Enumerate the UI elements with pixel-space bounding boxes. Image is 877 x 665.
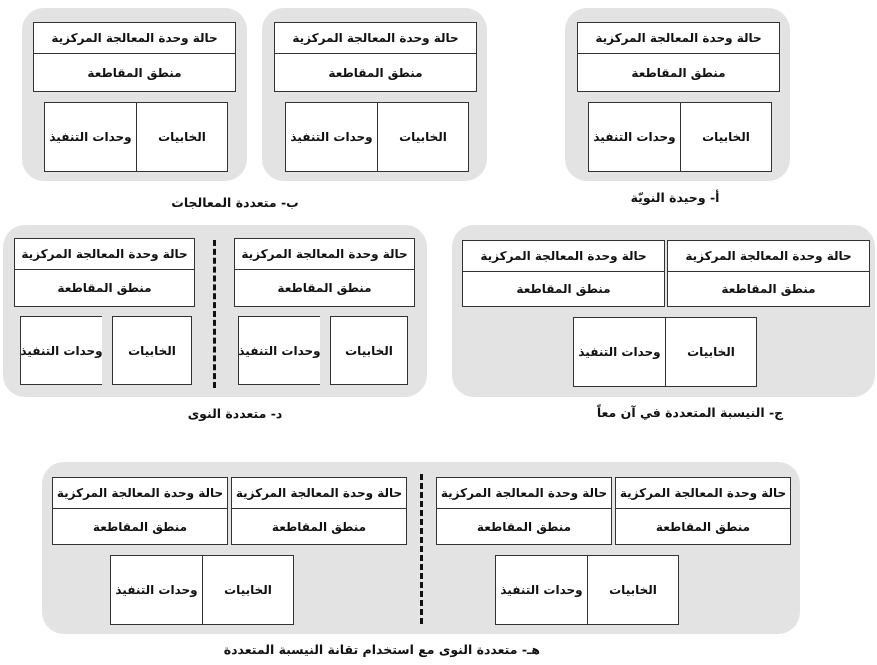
cpu-state-box: حالة وحدة المعالجة المركزية: [231, 477, 407, 508]
caches-box: الخابيات: [202, 555, 294, 625]
cpu-state-box: حالة وحدة المعالجة المركزية: [234, 238, 415, 269]
interrupt-logic-box: منطق المقاطعة: [615, 508, 791, 545]
cpu-state-box: حالة وحدة المعالجة المركزية: [462, 240, 665, 271]
caption-multiprocessor: ب- متعددة المعالجات: [171, 195, 299, 210]
caches-box: الخابيات: [112, 316, 192, 385]
cpu-state-box: حالة وحدة المعالجة المركزية: [14, 238, 195, 269]
caches-box: الخابيات: [377, 102, 469, 172]
interrupt-logic-box: منطق المقاطعة: [667, 271, 870, 307]
interrupt-logic-box: منطق المقاطعة: [234, 269, 415, 307]
caches-box: الخابيات: [330, 316, 408, 385]
interrupt-logic-box: منطق المقاطعة: [274, 53, 477, 92]
core-divider-line: [213, 240, 216, 388]
interrupt-logic-box: منطق المقاطعة: [33, 53, 236, 92]
cpu-state-box: حالة وحدة المعالجة المركزية: [52, 477, 228, 508]
caption-multicore-hyperthreading: هـ- متعددة النوى مع استخدام تقانة النيسبة المتعددة: [223, 642, 540, 657]
caption-multicore: د- متعددة النوى: [187, 406, 283, 421]
execution-units-box: وحدات التنفيذ: [44, 102, 136, 172]
cpu-state-box: حالة وحدة المعالجة المركزية: [436, 477, 612, 508]
interrupt-logic-box: منطق المقاطعة: [231, 508, 407, 545]
execution-units-box: وحدات التنفيذ: [285, 102, 377, 172]
execution-units-box: وحدات التنفيذ: [495, 555, 587, 625]
cpu-state-box: حالة وحدة المعالجة المركزية: [274, 22, 477, 53]
cpu-state-box: حالة وحدة المعالجة المركزية: [667, 240, 870, 271]
interrupt-logic-box: منطق المقاطعة: [462, 271, 665, 307]
caption-hyperthreading: ج- النيسبة المتعددة في آن معاً: [596, 405, 784, 420]
caches-box: الخابيات: [680, 102, 772, 172]
execution-units-box: وحدات التنفيذ: [238, 316, 320, 385]
execution-units-box: وحدات التنفيذ: [110, 555, 202, 625]
cpu-state-box: حالة وحدة المعالجة المركزية: [33, 22, 236, 53]
caches-box: الخابيات: [587, 555, 679, 625]
interrupt-logic-box: منطق المقاطعة: [14, 269, 195, 307]
cpu-state-box: حالة وحدة المعالجة المركزية: [615, 477, 791, 508]
core-divider-line: [420, 474, 423, 624]
interrupt-logic-box: منطق المقاطعة: [52, 508, 228, 545]
caption-single-core: أ- وحيدة النويّة: [630, 190, 720, 205]
interrupt-logic-box: منطق المقاطعة: [577, 53, 780, 92]
caches-box: الخابيات: [136, 102, 228, 172]
execution-units-box: وحدات التنفيذ: [573, 317, 665, 387]
execution-units-box: وحدات التنفيذ: [588, 102, 680, 172]
interrupt-logic-box: منطق المقاطعة: [436, 508, 612, 545]
caches-box: الخابيات: [665, 317, 757, 387]
cpu-state-box: حالة وحدة المعالجة المركزية: [577, 22, 780, 53]
execution-units-box: وحدات التنفيذ: [20, 316, 102, 385]
